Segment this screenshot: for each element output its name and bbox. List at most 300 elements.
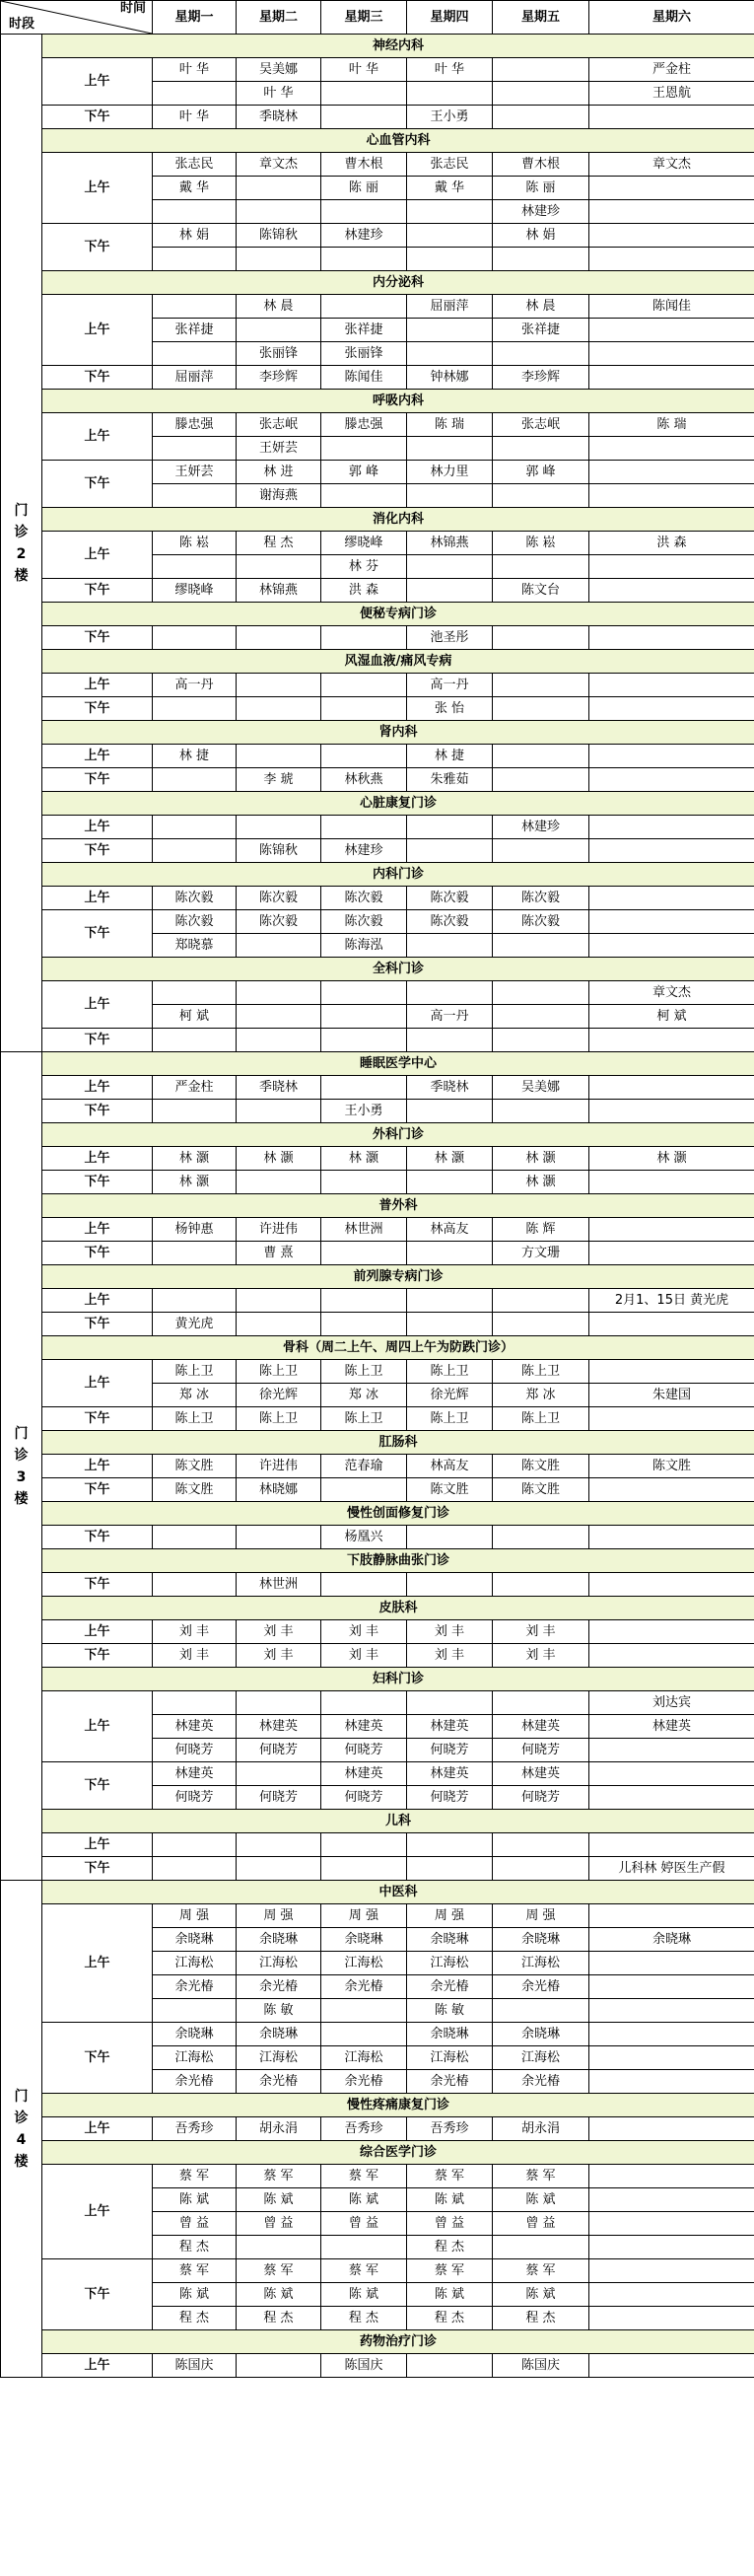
doctor-cell	[589, 342, 754, 366]
doctor-cell	[153, 295, 237, 319]
department-title: 普外科	[42, 1194, 754, 1218]
doctor-cell: 戴 华	[407, 177, 493, 200]
doctor-cell	[153, 626, 237, 650]
doctor-cell	[407, 1289, 493, 1313]
day-header: 星期四	[407, 1, 493, 35]
time-slot: 上午	[42, 1691, 153, 1762]
doctor-cell: 程 杰	[153, 2236, 237, 2259]
doctor-cell	[407, 816, 493, 839]
doctor-cell: 王妍芸	[237, 437, 321, 461]
section-header-row	[1, 1194, 754, 1218]
doctor-cell: 陈上卫	[407, 1407, 493, 1431]
doctor-cell: 叶 华	[153, 106, 237, 129]
doctor-cell: 戴 华	[153, 177, 237, 200]
doctor-cell	[153, 1289, 237, 1313]
time-slot: 上午	[42, 2117, 153, 2141]
department-title: 综合医学门诊	[42, 2141, 754, 2165]
table-row	[1, 1100, 754, 1123]
doctor-cell: 林世洲	[321, 1218, 407, 1242]
doctor-cell: 刘 丰	[493, 1644, 589, 1668]
doctor-cell: 杨凰兴	[321, 1526, 407, 1549]
table-row	[1, 1526, 754, 1549]
doctor-cell: 陈 斌	[153, 2188, 237, 2212]
department-title: 妇科门诊	[42, 1668, 754, 1691]
time-slot: 上午	[42, 1455, 153, 1478]
doctor-cell	[321, 1029, 407, 1052]
doctor-cell: 林 捷	[153, 745, 237, 768]
doctor-cell	[153, 1526, 237, 1549]
doctor-cell	[321, 1171, 407, 1194]
doctor-cell: 陈文胜	[493, 1478, 589, 1502]
doctor-cell: 何晓芳	[321, 1739, 407, 1762]
doctor-cell	[407, 1242, 493, 1265]
doctor-cell: 池圣彤	[407, 626, 493, 650]
doctor-cell: 张志民	[407, 153, 493, 177]
doctor-cell: 程 杰	[493, 2307, 589, 2330]
doctor-cell: 刘 丰	[153, 1644, 237, 1668]
doctor-cell	[493, 745, 589, 768]
doctor-cell: 陈国庆	[153, 2354, 237, 2378]
doctor-cell	[493, 1005, 589, 1029]
doctor-cell	[589, 248, 754, 271]
doctor-cell: 陈 瑞	[407, 413, 493, 437]
doctor-cell: 刘 丰	[237, 1644, 321, 1668]
doctor-cell: 陈次毅	[407, 910, 493, 934]
doctor-cell: 缪晓峰	[321, 532, 407, 555]
table-row	[1, 1691, 754, 1715]
time-slot: 下午	[42, 461, 153, 508]
doctor-cell: 王妍芸	[153, 461, 237, 484]
doctor-cell: 张志岷	[493, 413, 589, 437]
department-title: 外科门诊	[42, 1123, 754, 1147]
doctor-cell	[407, 248, 493, 271]
doctor-cell: 洪 森	[321, 579, 407, 603]
doctor-cell: 江海松	[153, 1952, 237, 1975]
doctor-cell	[321, 1691, 407, 1715]
doctor-cell: 郑 冰	[153, 1384, 237, 1407]
doctor-cell: 林建英	[321, 1715, 407, 1739]
doctor-cell: 陈次毅	[407, 887, 493, 910]
doctor-cell: 陈 斌	[407, 2283, 493, 2307]
doctor-cell	[153, 1857, 237, 1881]
doctor-cell: 林建英	[153, 1715, 237, 1739]
department-title: 慢性创面修复门诊	[42, 1502, 754, 1526]
floor-label	[1, 1052, 42, 1881]
doctor-cell: 陈次毅	[237, 887, 321, 910]
doctor-cell: 陈 斌	[237, 2283, 321, 2307]
doctor-cell: 许进伟	[237, 1218, 321, 1242]
doctor-cell: 李珍辉	[493, 366, 589, 390]
doctor-cell: 张志岷	[237, 413, 321, 437]
doctor-cell: 余晓琳	[493, 1928, 589, 1952]
doctor-cell: 江海松	[407, 2046, 493, 2070]
doctor-cell: 林 晨	[237, 295, 321, 319]
table-row	[1, 674, 754, 697]
doctor-cell: 黄光虎	[153, 1313, 237, 1336]
doctor-cell: 余光椿	[493, 1975, 589, 1999]
doctor-cell	[589, 1100, 754, 1123]
table-row	[1, 1029, 754, 1052]
doctor-cell: 余光椿	[321, 2070, 407, 2094]
doctor-cell	[153, 839, 237, 863]
section-header-row	[1, 1668, 754, 1691]
time-slot: 上午	[42, 1360, 153, 1407]
doctor-cell: 程 杰	[407, 2307, 493, 2330]
table-row	[1, 1573, 754, 1597]
doctor-cell	[589, 910, 754, 934]
doctor-cell	[321, 674, 407, 697]
time-slot: 下午	[42, 1029, 153, 1052]
doctor-cell: 江海松	[493, 2046, 589, 2070]
time-slot: 下午	[42, 1171, 153, 1194]
doctor-cell: 余光椿	[153, 2070, 237, 2094]
doctor-cell: 吾秀珍	[407, 2117, 493, 2141]
doctor-cell	[493, 437, 589, 461]
doctor-cell: 江海松	[407, 1952, 493, 1975]
doctor-cell	[589, 1573, 754, 1597]
department-title: 中医科	[42, 1881, 754, 1904]
table-row	[1, 106, 754, 129]
doctor-cell	[321, 106, 407, 129]
doctor-cell	[493, 342, 589, 366]
time-slot: 下午	[42, 1573, 153, 1597]
doctor-cell: 余光椿	[237, 2070, 321, 2094]
table-row	[1, 224, 754, 248]
table-row	[1, 1478, 754, 1502]
doctor-cell	[237, 1313, 321, 1336]
doctor-cell	[407, 1833, 493, 1857]
doctor-cell	[493, 1573, 589, 1597]
doctor-cell: 陈上卫	[493, 1407, 589, 1431]
table-row	[1, 1620, 754, 1644]
doctor-cell	[237, 1833, 321, 1857]
day-header: 星期二	[237, 1, 321, 35]
doctor-cell: 何晓芳	[237, 1739, 321, 1762]
department-title: 神经内科	[42, 35, 754, 58]
doctor-cell: 周 强	[237, 1904, 321, 1928]
doctor-cell: 余晓琳	[237, 1928, 321, 1952]
doctor-cell	[321, 82, 407, 106]
doctor-cell: 周 强	[407, 1904, 493, 1928]
doctor-cell	[407, 1573, 493, 1597]
doctor-cell	[321, 816, 407, 839]
doctor-cell: 程 杰	[407, 2236, 493, 2259]
doctor-cell: 余晓琳	[407, 1928, 493, 1952]
doctor-cell: 陈 斌	[237, 2188, 321, 2212]
doctor-cell	[321, 697, 407, 721]
doctor-cell: 陈上卫	[153, 1360, 237, 1384]
doctor-cell	[407, 1691, 493, 1715]
doctor-cell	[321, 248, 407, 271]
doctor-cell	[589, 1171, 754, 1194]
doctor-cell	[237, 1857, 321, 1881]
department-title: 内科门诊	[42, 863, 754, 887]
doctor-cell	[407, 579, 493, 603]
doctor-cell: 蔡 军	[493, 2259, 589, 2283]
time-slot: 下午	[42, 1313, 153, 1336]
doctor-cell	[321, 1857, 407, 1881]
doctor-cell: 林力里	[407, 461, 493, 484]
doctor-cell: 何晓芳	[237, 1786, 321, 1810]
doctor-cell: 曾 益	[321, 2212, 407, 2236]
section-header-row	[1, 1549, 754, 1573]
time-slot: 上午	[42, 532, 153, 579]
time-slot: 下午	[42, 1526, 153, 1549]
table-row	[1, 295, 754, 319]
doctor-cell	[589, 2354, 754, 2378]
doctor-cell	[493, 1289, 589, 1313]
doctor-cell	[407, 437, 493, 461]
doctor-cell: 刘达宾	[589, 1691, 754, 1715]
doctor-cell: 林 灏	[321, 1147, 407, 1171]
doctor-cell	[589, 2046, 754, 2070]
doctor-cell	[589, 1360, 754, 1384]
day-header: 星期五	[493, 1, 589, 35]
doctor-cell: 陈次毅	[153, 887, 237, 910]
doctor-cell	[493, 697, 589, 721]
doctor-cell	[589, 1975, 754, 1999]
table-row	[1, 839, 754, 863]
table-row	[1, 153, 754, 177]
doctor-cell	[237, 1289, 321, 1313]
time-slot: 下午	[42, 224, 153, 271]
doctor-cell: 张祥捷	[493, 319, 589, 342]
doctor-cell: 陈国庆	[493, 2354, 589, 2378]
doctor-cell: 陈上卫	[407, 1360, 493, 1384]
time-slot: 上午	[42, 1147, 153, 1171]
doctor-cell	[321, 200, 407, 224]
doctor-cell	[589, 2307, 754, 2330]
time-slot: 下午	[42, 768, 153, 792]
doctor-cell: 周 强	[153, 1904, 237, 1928]
doctor-cell	[493, 981, 589, 1005]
table-row	[1, 1242, 754, 1265]
doctor-cell: 江海松	[321, 1952, 407, 1975]
doctor-cell: 陈上卫	[321, 1360, 407, 1384]
section-header-row	[1, 1123, 754, 1147]
doctor-cell: 曾 益	[153, 2212, 237, 2236]
table-row	[1, 1833, 754, 1857]
doctor-cell: 林锦燕	[407, 532, 493, 555]
doctor-cell	[589, 626, 754, 650]
doctor-cell	[321, 484, 407, 508]
doctor-cell	[589, 1029, 754, 1052]
doctor-cell	[493, 1999, 589, 2023]
doctor-cell: 林秋燕	[321, 768, 407, 792]
doctor-cell	[589, 1526, 754, 1549]
doctor-cell: 谢海燕	[237, 484, 321, 508]
doctor-cell: 余晓琳	[237, 2023, 321, 2046]
doctor-cell	[153, 1100, 237, 1123]
table-row	[1, 1313, 754, 1336]
table-row	[1, 910, 754, 934]
doctor-cell: 曹 熹	[237, 1242, 321, 1265]
doctor-cell	[589, 555, 754, 579]
time-slot: 下午	[42, 366, 153, 390]
doctor-cell: 陈文胜	[153, 1478, 237, 1502]
doctor-cell: 林高友	[407, 1218, 493, 1242]
table-row	[1, 1904, 754, 1928]
time-slot: 上午	[42, 1620, 153, 1644]
doctor-cell: 曹木根	[493, 153, 589, 177]
doctor-cell: 王小勇	[321, 1100, 407, 1123]
time-slot: 下午	[42, 106, 153, 129]
doctor-cell	[237, 1691, 321, 1715]
doctor-cell: 周 强	[321, 1904, 407, 1928]
doctor-cell	[589, 106, 754, 129]
doctor-cell: 余晓琳	[493, 2023, 589, 2046]
floor-label-text: 门诊3楼	[14, 1425, 29, 1507]
department-title: 儿科	[42, 1810, 754, 1833]
doctor-cell	[237, 177, 321, 200]
time-slot: 上午	[42, 413, 153, 461]
doctor-cell: 季晓林	[237, 106, 321, 129]
section-header-row	[1, 2330, 754, 2354]
table-row	[1, 532, 754, 555]
table-row	[1, 2354, 754, 2378]
doctor-cell: 陈海泓	[321, 934, 407, 958]
time-slot: 上午	[42, 1218, 153, 1242]
department-title: 肛肠科	[42, 1431, 754, 1455]
doctor-cell: 洪 森	[589, 532, 754, 555]
doctor-cell: 严金柱	[153, 1076, 237, 1100]
doctor-cell: 屈丽萍	[153, 366, 237, 390]
doctor-cell: 吴美娜	[237, 58, 321, 82]
doctor-cell: 陈文胜	[407, 1478, 493, 1502]
department-title: 骨科（周二上午、周四上午为防跌门诊）	[42, 1336, 754, 1360]
doctor-cell: 曾 益	[237, 2212, 321, 2236]
table-row	[1, 768, 754, 792]
doctor-cell: 范春瑜	[321, 1455, 407, 1478]
doctor-cell	[237, 1005, 321, 1029]
doctor-cell	[153, 555, 237, 579]
doctor-cell: 余光椿	[237, 1975, 321, 1999]
doctor-cell: 何晓芳	[321, 1786, 407, 1810]
doctor-cell: 陈 丽	[321, 177, 407, 200]
table-row	[1, 366, 754, 390]
section-header-row	[1, 1052, 754, 1076]
doctor-cell	[589, 1644, 754, 1668]
doctor-cell: 柯 斌	[153, 1005, 237, 1029]
doctor-cell: 程 杰	[237, 2307, 321, 2330]
doctor-cell: 江海松	[153, 2046, 237, 2070]
doctor-cell: 林建英	[493, 1715, 589, 1739]
table-row	[1, 1407, 754, 1431]
doctor-cell: 刘 丰	[407, 1644, 493, 1668]
table-row	[1, 1171, 754, 1194]
department-title: 消化内科	[42, 508, 754, 532]
doctor-cell: 缪晓峰	[153, 579, 237, 603]
doctor-cell	[407, 934, 493, 958]
doctor-cell	[237, 745, 321, 768]
department-title: 下肢静脉曲张门诊	[42, 1549, 754, 1573]
doctor-cell	[589, 1478, 754, 1502]
doctor-cell: 余晓琳	[153, 2023, 237, 2046]
doctor-cell	[407, 2354, 493, 2378]
doctor-cell	[321, 295, 407, 319]
doctor-cell	[589, 2117, 754, 2141]
section-header-row	[1, 2141, 754, 2165]
table-row	[1, 1644, 754, 1668]
doctor-cell	[589, 697, 754, 721]
doctor-cell: 徐光辉	[237, 1384, 321, 1407]
table-row	[1, 1762, 754, 1786]
doctor-cell	[321, 745, 407, 768]
doctor-cell: 陈文胜	[589, 1455, 754, 1478]
doctor-cell: 王小勇	[407, 106, 493, 129]
section-header-row	[1, 2094, 754, 2117]
doctor-cell: 江海松	[237, 1952, 321, 1975]
doctor-cell	[237, 200, 321, 224]
doctor-cell: 陈 斌	[407, 2188, 493, 2212]
doctor-cell: 曾 益	[493, 2212, 589, 2236]
doctor-cell	[589, 934, 754, 958]
doctor-cell	[321, 1573, 407, 1597]
doctor-cell: 何晓芳	[407, 1786, 493, 1810]
doctor-cell: 蔡 军	[237, 2165, 321, 2188]
corner-period-label: 时段	[9, 17, 35, 32]
doctor-cell	[407, 1313, 493, 1336]
doctor-cell: 周 强	[493, 1904, 589, 1928]
doctor-cell: 林高友	[407, 1455, 493, 1478]
doctor-cell: 吾秀珍	[153, 2117, 237, 2141]
doctor-cell	[321, 437, 407, 461]
doctor-cell: 林 灏	[153, 1147, 237, 1171]
doctor-cell	[589, 1762, 754, 1786]
time-slot: 上午	[42, 153, 153, 224]
doctor-cell	[237, 626, 321, 650]
doctor-cell: 高一丹	[407, 1005, 493, 1029]
doctor-cell: 林 灏	[493, 1171, 589, 1194]
department-title: 药物治疗门诊	[42, 2330, 754, 2354]
doctor-cell	[237, 816, 321, 839]
doctor-cell: 胡永涓	[493, 2117, 589, 2141]
doctor-cell	[321, 1478, 407, 1502]
doctor-cell: 陈 斌	[493, 2188, 589, 2212]
doctor-cell	[589, 2165, 754, 2188]
doctor-cell: 刘 丰	[153, 1620, 237, 1644]
doctor-cell	[407, 1171, 493, 1194]
doctor-cell: 陈次毅	[493, 887, 589, 910]
doctor-cell	[407, 555, 493, 579]
table-row	[1, 1857, 754, 1881]
doctor-cell: 蔡 军	[153, 2259, 237, 2283]
doctor-cell	[153, 342, 237, 366]
doctor-cell	[589, 2070, 754, 2094]
doctor-cell	[589, 674, 754, 697]
doctor-cell	[153, 768, 237, 792]
doctor-cell	[589, 887, 754, 910]
doctor-cell: 陈 辉	[493, 1218, 589, 1242]
doctor-cell: 蔡 军	[153, 2165, 237, 2188]
doctor-cell	[493, 1526, 589, 1549]
doctor-cell	[237, 2236, 321, 2259]
doctor-cell: 郭 峰	[493, 461, 589, 484]
doctor-cell	[153, 82, 237, 106]
doctor-cell: 陈上卫	[237, 1407, 321, 1431]
doctor-cell: 屈丽萍	[407, 295, 493, 319]
doctor-cell: 陈文胜	[153, 1455, 237, 1478]
department-title: 全科门诊	[42, 958, 754, 981]
doctor-cell: 林世洲	[237, 1573, 321, 1597]
doctor-cell: 高一丹	[407, 674, 493, 697]
doctor-cell: 许进伟	[237, 1455, 321, 1478]
doctor-cell	[493, 555, 589, 579]
doctor-cell	[493, 1833, 589, 1857]
time-slot: 上午	[42, 1833, 153, 1857]
doctor-cell: 陈次毅	[153, 910, 237, 934]
time-slot: 上午	[42, 1076, 153, 1100]
